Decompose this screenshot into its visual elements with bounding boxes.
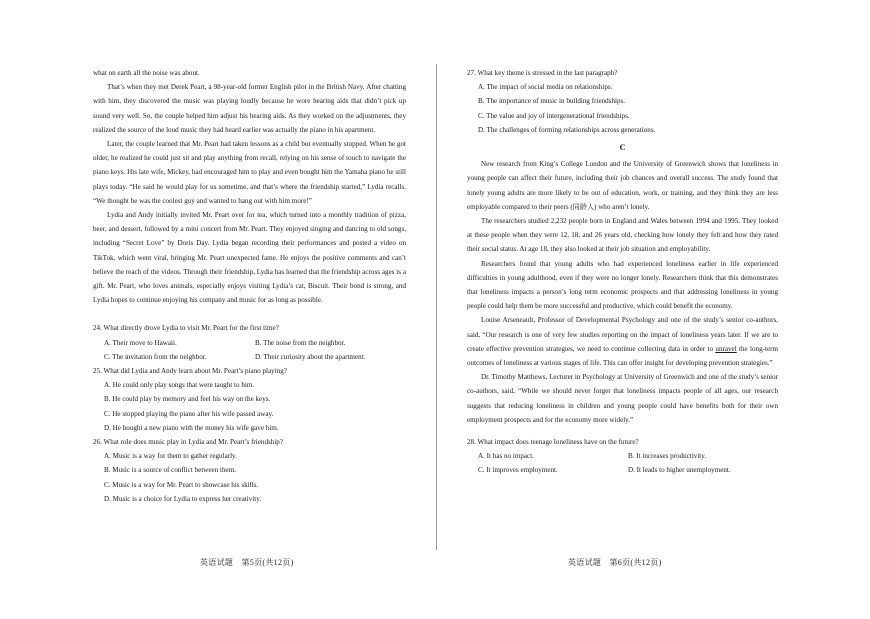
passage-paragraph: Later, the couple learned that Mr. Peart had taken lessons as a child but eventually stopped. When he got older, he realized he could just sit and play anything from recall, relying on his sense of touch to navigate the piano keys. His late wife, Mickey, had encouraged him to play and even bought him the Yamaha piano he still plays today. “He said he would play for us sometime, and that’s where the friendship started,” Lydia recalls. “We thought he was the coolest guy and wanted to hang out with him more!” xyxy=(93,140,406,205)
question-28-options-row-1 xyxy=(478,449,778,463)
question-24-options-row-1 xyxy=(104,336,406,350)
option-d: D. The challenges of forming relationships across generations. xyxy=(478,125,656,134)
spacer xyxy=(93,307,406,321)
option-d: D. Music is a choice for Lydia to express her creativity. xyxy=(104,494,262,503)
question-24-options-row-2 xyxy=(104,350,406,364)
page-footer-left: 英语试题 第5页(共12页) xyxy=(200,558,294,567)
passage-paragraph: Researchers found that young adults who had experienced loneliness earlier in life experienced difficulties in young adulthood, even if they were no longer lonely. Researchers think that this demonstrates that loneliness impacts a person’s long term economic prospects and that addressing loneliness in young people could help them be more successful and productive, which could benefit the economy. xyxy=(467,259,778,311)
option-d: D. It leads to higher unemployment. xyxy=(628,466,731,475)
option-a: A. The impact of social media on relationships. xyxy=(478,83,613,92)
option-c: C. He stopped playing the piano after his wife passed away. xyxy=(104,409,274,418)
section-heading: C xyxy=(619,143,626,153)
passage-paragraph: what on earth all the noise was about. xyxy=(93,69,200,77)
option-d: D. He bought a new piano with the money his wife gave him. xyxy=(104,423,279,432)
option-c: C. Music is a way for Mr. Peart to showcase his skills. xyxy=(104,480,259,489)
paragraph-text: Louise Arseneault, Professor of Developmental Psychology and one of the study’s senior co-authors, said, “Our research is one of very few studies reporting on the impact of loneliness years later. If we are to create effective prevention strategies, we need to continue collecting data in order to xyxy=(467,316,778,353)
question-24: 24. What directly drove Lydia to visit Mr. Peart for the first time? xyxy=(93,324,279,333)
option-b: B. The noise from the neighbor. xyxy=(255,338,346,347)
option-c: C. The invitation from the neighbor. xyxy=(104,352,207,361)
question-28: 28. What impact does teenage loneliness have on the future? xyxy=(467,438,639,447)
option-b: B. The importance of music in building friendships. xyxy=(478,97,626,106)
page-divider xyxy=(436,64,437,550)
question-26: 26. What role does music play in Lydia and Mr. Peart’s friendship? xyxy=(93,438,283,447)
passage-paragraph xyxy=(467,313,778,370)
passage-paragraph: That’s when they met Derek Peart, a 98-year-old former English pilot in the British Navy. After chatting with him, they discovered the music was playing loudly because he wore hearing aids that didn’t pick up sound very well. So, the couple helped him adjust his hearing aids. As they worked on the adjustments, they realized the source of the loud music they had heard earlier was actually the piano in his apartment. xyxy=(93,83,406,134)
passage-paragraph: The researchers studied 2,232 people born in England and Wales between 1994 and 1995. They looked at these people when they were 12, 18, and 26 years old, checking how lonely they felt and how they rated their social status. At age 18, they also looked at their job situation and employability. xyxy=(467,217,778,254)
option-a: A. Music is a way for them to gather regularly. xyxy=(104,452,237,461)
spacer xyxy=(467,427,778,435)
option-d: D. Their curiosity about the apartment. xyxy=(255,352,366,361)
option-a: A. Their move to Hawaii. xyxy=(104,338,177,347)
question-27: 27. What key theme is stressed in the last paragraph? xyxy=(467,69,618,77)
passage-paragraph: Dr. Timothy Matthews, Lecturer in Psychology at University of Greenwich and one of the study’s senior co-authors, said, “While we should never forget that loneliness impacts people of all ages, our research suggests that reducing loneliness in children and young people could have benefits both for their own employment prospects and for the economy more widely.” xyxy=(467,373,778,424)
right-page-column xyxy=(467,66,778,478)
underlined-word: unravel xyxy=(715,344,737,353)
option-b: B. It increases productivity. xyxy=(628,452,707,461)
option-b: B. He could play by memory and feel his way on the keys. xyxy=(104,395,271,404)
page-footer-right: 英语试题 第6页(共12页) xyxy=(568,558,662,567)
option-c: C. The value and joy of intergenerational friendships. xyxy=(478,111,630,120)
option-c: C. It improves employment. xyxy=(478,466,558,475)
passage-paragraph: Lydia and Andy initially invited Mr. Peart over for tea, which turned into a monthly tradition of pizza, beer, and dessert, followed by a mini concert from Mr. Peart. They enjoyed singing and dancing to old songs, including “Secret Love” by Doris Day. Lydia began recording their performances and posted a video on TikTok, which went viral, bringing Mr. Peart unexpected fame. He enjoys the positive comments and can’t believe the reach of the videos. Through their friendship, Lydia has learned that the friendship across ages is a gift. Mr. Peart, who loves animals, especially enjoys visiting Lydia’s cat, Biscuit. Their bond is strong, and Lydia hopes to continue enjoying his company and music for as long as possible. xyxy=(93,211,406,305)
question-25: 25. What did Lydia and Andy learn about Mr. Peart’s piano playing? xyxy=(93,367,287,376)
option-b: B. Music is a source of conflict between them. xyxy=(104,466,236,475)
passage-paragraph: New research from King’s College London and the University of Greenwich shows that loneliness in young people can affect their future, including their job chances and overall success. The study found that lonely young adults are more likely to be out of education, work, or training, and they think they are less employable compared to their peers (同龄人) who aren’t lonely. xyxy=(467,160,778,211)
option-a: A. He could only play songs that were taught to him. xyxy=(104,381,255,390)
paragraph-text: the long-term outcomes of loneliness at various stages of life. This can offer insight for developing prevention strategies.” xyxy=(467,344,779,368)
left-page-column xyxy=(93,66,406,506)
option-a: A. It has no impact. xyxy=(478,452,534,461)
question-28-options-row-2 xyxy=(478,463,778,477)
